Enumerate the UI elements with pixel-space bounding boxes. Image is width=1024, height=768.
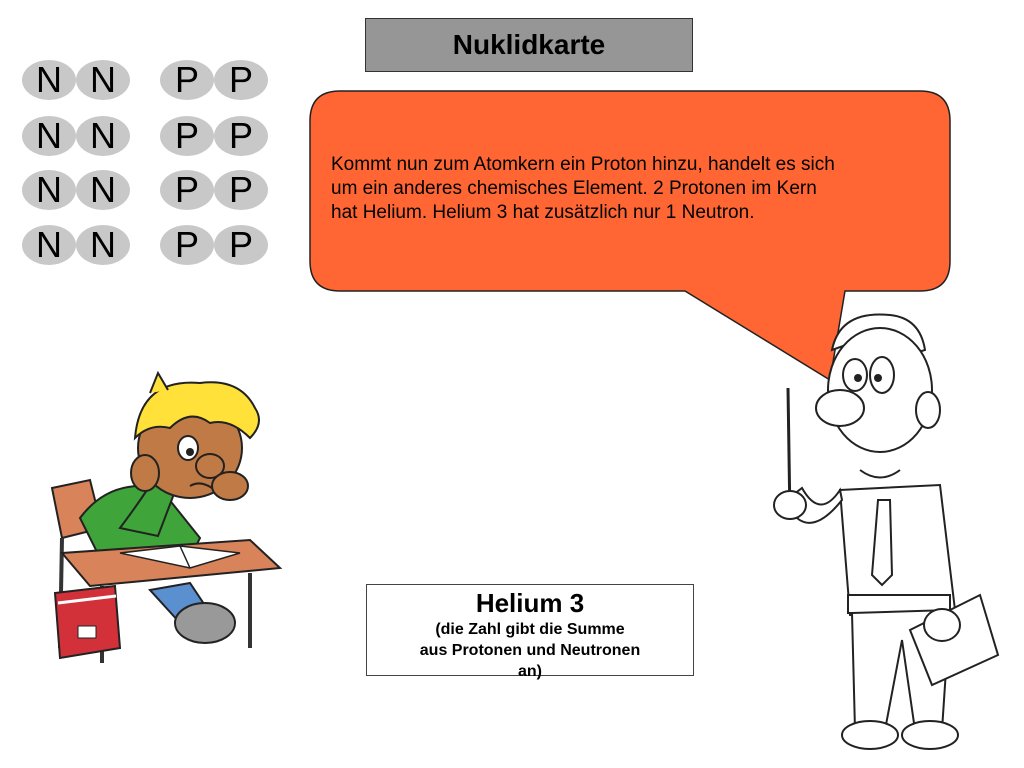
element-note: (die Zahl gibt die Summe aus Protonen und Neutronen an) — [419, 621, 641, 680]
proton-particle: P — [160, 225, 214, 265]
neutron-particle: N — [22, 225, 76, 265]
neutron-particle: N — [76, 60, 130, 100]
teacher-with-pointer-illustration — [760, 310, 1000, 765]
proton-particle: P — [160, 60, 214, 100]
proton-particle: P — [214, 60, 268, 100]
proton-particle: P — [214, 170, 268, 210]
proton-particle: P — [160, 116, 214, 156]
neutron-particle: N — [22, 60, 76, 100]
neutron-particle: N — [76, 170, 130, 210]
neutron-particle: N — [22, 116, 76, 156]
neutron-particle: N — [76, 225, 130, 265]
neutron-particle: N — [76, 116, 130, 156]
slide-title: Nuklidkarte — [365, 18, 693, 72]
proton-particle: P — [160, 170, 214, 210]
speech-bubble-text: Kommt nun zum Atomkern ein Proton hinzu, handelt es sich um ein anderes chemisches Element. 2 Protonen im Kern hat Helium. Helium 3 hat zusätzlich nur 1 Neutron. — [331, 154, 835, 223]
proton-particle: P — [214, 225, 268, 265]
student-at-desk-illustration — [40, 368, 290, 668]
proton-particle: P — [214, 116, 268, 156]
element-name: Helium 3 — [475, 588, 585, 618]
neutron-particle: N — [22, 170, 76, 210]
element-info-box — [366, 584, 694, 680]
